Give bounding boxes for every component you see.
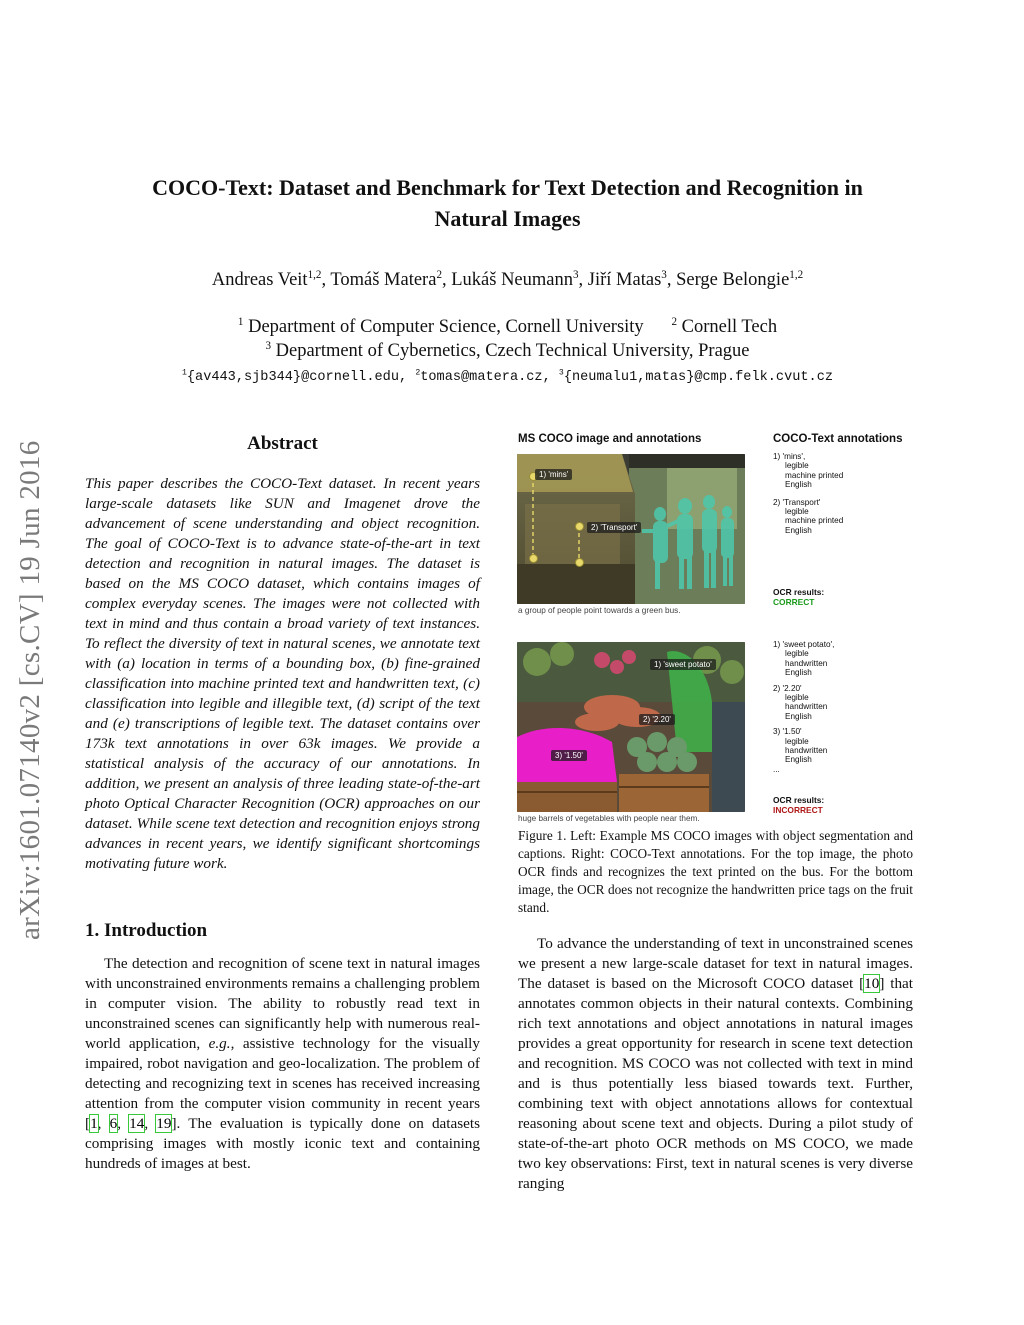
citation-link[interactable]: 19 [156, 1115, 172, 1132]
email-mark: 3 [558, 368, 564, 378]
figure-left-heading: MS COCO image and annotations [518, 433, 702, 445]
citation-link[interactable]: 10 [864, 975, 880, 992]
annotation-attr: handwritten [785, 746, 828, 756]
affiliation-line-1 [80, 317, 935, 338]
email-mark: 1 [181, 368, 187, 378]
annotation-attr: English [785, 755, 812, 765]
top-annotation-list [773, 452, 843, 535]
section-heading-introduction: 1. Introduction [85, 920, 208, 941]
annotation-attr: English [785, 525, 812, 535]
introduction-paragraph: The detection and recognition of scene text in natural images with unconstrained environments remains a challenging problem in computer vision. The ability to robustly read text in unconstrained scenes can significantly help with numerous real-world application, e.g., assistive technology for the visually impaired, robot navigation and geo-localization. The problem of detecting and recognizing text in scenes has received increasing attention from the computer vision community in recent years [1, 6, 14, 19]. The evaluation is typically done on datasets comprising images with mostly iconic text and containing hundreds of images at best. [85, 955, 481, 1172]
title-line-1: COCO-Text: Dataset and Benchmark for Text Detection and Recognition in [152, 175, 863, 200]
vegetable-scene-image [517, 642, 745, 812]
bus-image-caption: a group of people point towards a green bus. [518, 606, 681, 615]
bottom-ocr-results [773, 796, 824, 815]
abstract-body: This paper describes the COCO-Text dataset. In recent years large-scale datasets like SUN and Imagenet drove the advancement of scene understanding and object recognition. The goal of COCO-Text is to advance state-of-the-art in text detection and recognition in natural images. The dataset is based on the MS COCO dataset, which contains images of complex everyday scenes. The images were not collected with text in mind and thus contain a broad variety of text instances. To reflect the diversity of text in natural scenes, we annotate text with (a) location in terms of a bounding box, (b) fine-grained classification into machine printed text and handwritten text, (c) classification into legible and illegible text, (d) script of the text and (e) transcriptions of legible text. The dataset contains over 173k text annotations in over 63k images. We provide a statistical analysis of the accuracy of our annotations. In addition, we present an analysis of three leading state-of-the-art photo Optical Character Recognition (OCR) approaches on our dataset. While scene text detection and recognition enjoys strong advances in recent years, we identify significant shortcomings motivating future work. [85, 475, 480, 872]
annotation-attr: legible [785, 736, 809, 746]
body-text: To advance the understanding of text in unconstrained scenes we present a new large-scale dataset for text in natural images. The dataset is based on the Microsoft COCO dataset [ [518, 935, 913, 992]
email: {neumalu1,matas}@cmp.felk.cvut.cz [563, 370, 834, 385]
paper-title [80, 172, 935, 234]
text-tag-mins: 1) 'mins' [535, 469, 572, 480]
affiliation-line-2 [80, 341, 935, 362]
annotation-label: 3) '1.50' [773, 727, 802, 737]
text-tag-2-20: 2) '2.20' [639, 714, 675, 725]
text-tag-sweet-potato: 1) 'sweet potato' [650, 659, 716, 670]
intro-text: ]. The evaluation is typically done on datasets comprising images with mostly iconic text and containing hundreds of images at best. [85, 1115, 481, 1172]
author-name: Lukáš Neumann [451, 270, 573, 290]
annotation-attr: machine printed [785, 470, 844, 480]
annotation-attr: legible [785, 693, 809, 703]
figure-right-heading: COCO-Text annotations [773, 433, 903, 445]
body-text: ] that annotates common objects in their natural contexts. Combining rich text annotations and object annotations in natural images provides a great opportunity for research in scene text detection and recognition. MS COCO was not collected with text in mind and is thus potentially less biased towards text. Further, combining text with object annotations allows for contextual reasoning about scene text and objects. During a pilot study of state-of-the-art photo OCR methods on MS COCO, we made two key observations: First, text in natural scenes is very diverse ranging [518, 975, 914, 1192]
citation-link[interactable]: 14 [129, 1115, 145, 1132]
top-ocr-results [773, 588, 824, 607]
annotation-label: 1) 'sweet potato', [773, 640, 835, 649]
annotation-label: 2) '2.20' [773, 683, 802, 693]
ocr-label: OCR results: [773, 587, 825, 597]
author-name: Andreas Veit [211, 270, 308, 290]
annotation-marker [575, 558, 584, 567]
right-column-paragraph [518, 934, 913, 1194]
annotation-attr: legible [785, 507, 809, 517]
affiliation: Cornell Tech [681, 317, 778, 337]
author-affiliation-mark: 3 [573, 268, 579, 281]
annotation-attr: legible [785, 461, 809, 471]
email: tomas@matera.cz, [420, 370, 551, 385]
annotation-ellipsis: ... [773, 764, 780, 774]
affiliation-mark: 1 [237, 315, 244, 328]
abstract-heading: Abstract [247, 433, 318, 454]
text-tag-1-50: 3) '1.50' [551, 750, 587, 761]
affiliation: Department of Computer Science, Cornell University [248, 317, 644, 337]
intro-text: , assistive technology for the visually impaired, robot navigation and geo-localization. The problem of detecting and recognizing text in scenes has received increasing attention from the computer vision community in recent years [ [85, 1035, 480, 1132]
annotation-attr: English [785, 711, 812, 721]
bottom-annotation-list [773, 640, 834, 774]
annotation-label: 1) 'mins', [773, 452, 806, 461]
vegetable-image-caption: huge barrels of vegetables with people near them. [518, 814, 700, 823]
bus-scene-image [517, 454, 745, 604]
arxiv-stamp: arXiv:1601.07140v2 [cs.CV] 19 Jun 2016 [14, 440, 46, 940]
author-affiliation-mark: 3 [661, 268, 667, 281]
affiliation-mark: 2 [671, 315, 677, 328]
annotation-attr: machine printed [785, 516, 844, 526]
ocr-result-incorrect: INCORRECT [773, 804, 823, 815]
text-tag-transport: 2) 'Transport' [587, 522, 641, 533]
annotation-attr: legible [785, 649, 809, 659]
annotation-marker [529, 554, 538, 563]
author-name: Tomáš Matera [330, 270, 437, 290]
annotation-label: 2) 'Transport' [773, 497, 821, 507]
annotation-attr: English [785, 668, 812, 678]
intro-eg: e.g. [208, 1035, 231, 1052]
email-mark: 2 [415, 368, 421, 378]
author-name: Jiří Matas [587, 270, 662, 290]
ocr-result-correct: CORRECT [773, 596, 815, 607]
citation-link[interactable]: 6 [109, 1115, 118, 1132]
author-list: Andreas Veit$^{1,2}$, Tomáš Matera$^2$, Lukáš Neumann$^3$, Jiří Matas$^3$, Serge Belongie$^{1,2}$ [211, 268, 804, 290]
author-affiliation-mark: 2 [436, 268, 442, 281]
email: {av443,sjb344}@cornell.edu, [186, 370, 408, 385]
annotation-attr: handwritten [785, 702, 828, 712]
citation-link[interactable]: 1 [90, 1115, 98, 1132]
annotation-attr: handwritten [785, 658, 828, 668]
figure-caption: Figure 1. Left: Example MS COCO images with object segmentation and captions. Right: COCO-Text annotations. For the top image, the photo OCR finds and recognizes the text printed on the bus. For the bottom image, the OCR does not recognize the handwritten price tags on the fruit stand. [518, 828, 913, 915]
author-affiliation-mark: 1,2 [789, 268, 804, 281]
affiliation-mark: 3 [265, 339, 271, 352]
intro-text: The detection and recognition of scene text in natural images with unconstrained environments remains a challenging problem in computer vision. The ability to robustly read text in unconstrained scenes can significantly help with numerous real-world application, [85, 955, 480, 1052]
annotation-marker [575, 522, 584, 531]
author-affiliation-mark: 1,2 [307, 268, 322, 281]
email-line [80, 370, 935, 385]
ocr-label: OCR results: [773, 795, 825, 805]
author-name: Serge Belongie [676, 270, 790, 290]
affiliation: Department of Cybernetics, Czech Technical University, Prague [275, 341, 750, 361]
annotation-attr: English [785, 480, 812, 490]
title-line-2: Natural Images [434, 206, 581, 231]
